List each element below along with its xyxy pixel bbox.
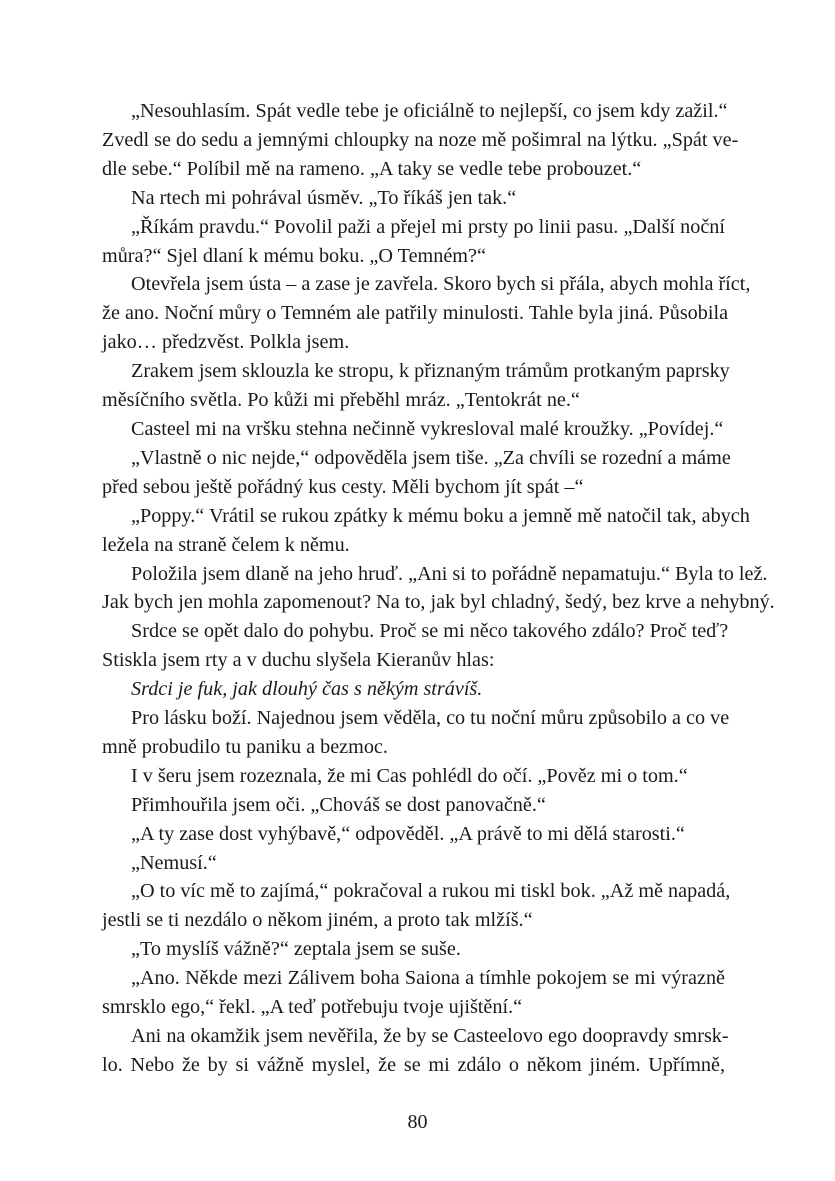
text-line: „Ano. Někde mezi Zálivem boha Saiona a tímhle pokojem se mi výrazně <box>131 967 725 990</box>
paragraph <box>131 820 725 849</box>
text-line: „To myslíš vážně?“ zeptala jsem se suše. <box>131 938 461 961</box>
paragraph <box>131 415 725 444</box>
text-line: Stiskla jsem rty a v duchu slyšela Kieranův hlas: <box>102 649 495 672</box>
text-line: Srdce se opět dalo do pohybu. Proč se mi něco takového zdálo? Proč teď? <box>131 620 729 643</box>
text-line: „Vlastně o nic nejde,“ odpověděla jsem tiše. „Za chvíli se rozední a máme <box>131 446 731 469</box>
text-line: že ano. Noční můry o Temném ale patřily minulosti. Tahle byla jiná. Působila <box>102 302 729 325</box>
text-line: „Říkám pravdu.“ Povolil paži a přejel mi prsty po linii pasu. „Další noční <box>131 215 725 238</box>
text-line: měsíčního světla. Po kůži mi přeběhl mráz. „Tentokrát ne.“ <box>102 389 580 412</box>
paragraph <box>102 97 739 184</box>
text-line: „Poppy.“ Vrátil se rukou zpátky k mému boku a jemně mě natočil tak, abych <box>131 504 750 527</box>
paragraph <box>102 444 731 502</box>
paragraph <box>131 762 725 791</box>
text-line: Na rtech mi pohrával úsměv. „To říkáš jen tak.“ <box>131 186 517 209</box>
paragraph <box>102 617 729 675</box>
paragraph <box>102 213 725 271</box>
text-line: „O to víc mě to zajímá,“ pokračoval a rukou mi tiskl bok. „Až mě napadá, <box>131 880 731 903</box>
text-line: před sebou ještě pořádný kus cesty. Měli bychom jít spát –“ <box>102 475 584 498</box>
text-line: ležela na straně čelem k němu. <box>102 533 350 556</box>
text-line: Přimhouřila jsem oči. „Chováš se dost panovačně.“ <box>131 793 546 816</box>
text-line: „A ty zase dost vyhýbavě,“ odpověděl. „A právě to mi dělá starosti.“ <box>131 822 685 845</box>
text-line: Zrakem jsem sklouzla ke stropu, k přiznaným trámům protkaným paprsky <box>131 360 730 383</box>
text-line: Ani na okamžik jsem nevěřila, že by se Casteelovo ego doopravdy smrsk- <box>131 1025 729 1047</box>
text-line: Zvedl se do sedu a jemnými chloupky na noze mě pošimral na lýtku. „Spát ve- <box>102 128 739 151</box>
text-line: dle sebe.“ Políbil mě na rameno. „A taky se vedle tebe probouzet.“ <box>102 157 642 180</box>
paragraph <box>102 964 725 1022</box>
page-number: 80 <box>407 1111 428 1133</box>
paragraph <box>102 877 731 935</box>
text-line: Jak bych jen mohla zapomenout? Na to, jak byl chladný, šedý, bez krve a nehybný. <box>102 591 775 614</box>
text-line: Srdci je fuk, jak dlouhý čas s někým strávíš. <box>131 678 483 701</box>
text-line: jako… předzvěst. Polkla jsem. <box>102 331 350 354</box>
paragraph <box>131 184 725 213</box>
paragraph <box>102 1022 729 1080</box>
text-line: „Nesouhlasím. Spát vedle tebe je oficiálně to nejlepší, co jsem kdy zažil.“ <box>131 100 728 122</box>
paragraph <box>131 791 725 820</box>
body-text <box>102 97 775 1080</box>
text-line: I v šeru jsem rozeznala, že mi Cas pohlédl do očí. „Pověz mi o tom.“ <box>131 764 688 787</box>
text-line: Položila jsem dlaně na jeho hruď. „Ani si to pořádně nepamatuju.“ Byla to lež. <box>131 562 768 585</box>
paragraph <box>102 502 750 560</box>
paragraph <box>102 357 730 415</box>
text-line: lo. Nebo že by si vážně myslel, že se mi zdálo o někom jiném. Upřímně, <box>102 1053 725 1076</box>
text-line: Casteel mi na vršku stehna nečinně vykresloval malé kroužky. „Povídej.“ <box>131 417 724 440</box>
paragraph <box>102 560 775 618</box>
text-line: Pro lásku boží. Najednou jsem věděla, co tu noční můru způsobilo a co ve <box>131 707 730 730</box>
paragraph <box>102 270 751 357</box>
text-line: smrsklo ego,“ řekl. „A teď potřebuju tvoje ujištění.“ <box>102 996 523 1019</box>
paragraph <box>131 675 725 704</box>
text-line: „Nemusí.“ <box>131 851 217 874</box>
text-line: můra?“ Sjel dlaní k mému boku. „O Temném?“ <box>102 244 486 267</box>
text-line: jestli se ti nezdálo o někom jiném, a proto tak mlžíš.“ <box>102 909 533 932</box>
paragraph <box>102 704 730 762</box>
paragraph <box>131 849 725 878</box>
paragraph <box>131 935 725 964</box>
text-line: mně probudilo tu paniku a bezmoc. <box>102 735 388 758</box>
text-line: Otevřela jsem ústa – a zase je zavřela. Skoro bych si přála, abych mohla říct, <box>131 273 751 296</box>
